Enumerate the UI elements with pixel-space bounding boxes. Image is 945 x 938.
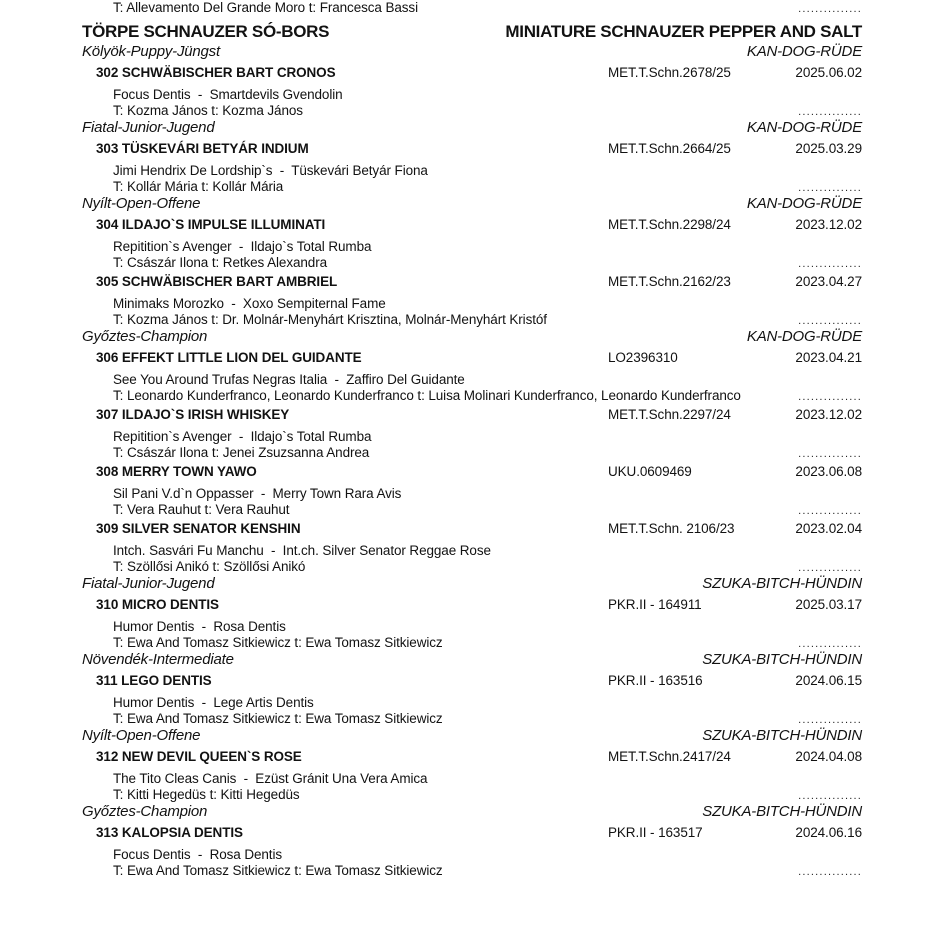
catalog-entry: [82, 274, 862, 327]
entry-number: 307: [96, 407, 119, 422]
entry-head-row: [96, 274, 862, 290]
entry-breeder-owner-row: [113, 863, 862, 879]
sex-label: KAN-DOG-RÜDE: [746, 119, 862, 136]
entry-list: [82, 673, 862, 726]
class-label: Fiatal-Junior-Jugend: [82, 119, 215, 136]
entry-head-row: [96, 521, 862, 537]
entry-breeder-owner: T: Kollár Mária t: Kollár Mária: [113, 178, 284, 194]
entry-birth-date: 2023.12.02: [795, 217, 862, 232]
signature-dots: ...............: [798, 257, 862, 270]
entry-parents: Sil Pani V.d`n Oppasser - Merry Town Rara Avis: [113, 486, 402, 501]
entry-parents: Repitition`s Avenger - Ildajo`s Total Rumba: [113, 239, 372, 254]
class-section: [82, 43, 862, 118]
entry-breeder-owner: T: Leonardo Kunderfranco, Leonardo Kunderfranco t: Luisa Molinari Kunderfranco, Leonardo Kunderfranco: [113, 387, 741, 403]
class-section: [82, 651, 862, 726]
previous-entry-tail: [113, 0, 862, 15]
signature-dots: ...............: [798, 713, 862, 726]
sex-label: SZUKA-BITCH-HÜNDIN: [702, 727, 862, 744]
signature-dots: ...............: [798, 447, 862, 460]
entry-registration: MET.T.Schn.2162/23: [608, 274, 731, 289]
class-header-row: [82, 43, 862, 61]
entry-name: ILDAJO`S IRISH WHISKEY: [121, 407, 290, 422]
entry-breeder-owner: T: Szöllősi Anikó t: Szöllősi Anikó: [113, 558, 306, 574]
catalog-entry: [82, 673, 862, 726]
entry-breeder-owner-row: [113, 255, 862, 271]
entry-name: EFFEKT LITTLE LION DEL GUIDANTE: [121, 350, 362, 365]
entry-name: MERRY TOWN YAWO: [121, 464, 257, 479]
entry-birth-date: 2023.04.21: [795, 350, 862, 365]
entry-number: 308: [96, 464, 119, 479]
entry-registration: PKR.II - 163517: [608, 825, 703, 840]
catalog-entry: [82, 464, 862, 517]
entry-registration: MET.T.Schn.2297/24: [608, 407, 731, 422]
sex-label: KAN-DOG-RÜDE: [746, 328, 862, 345]
entry-breeder-owner-row: [113, 445, 862, 461]
entry-head-row: [96, 217, 862, 233]
entry-name: MICRO DENTIS: [121, 597, 219, 612]
entry-list: [82, 825, 862, 878]
catalog-entry: [82, 825, 862, 878]
entry-registration: MET.T.Schn.2298/24: [608, 217, 731, 232]
breed-title-hungarian: TÖRPE SCHNAUZER SÓ-BORS: [82, 22, 330, 41]
entry-breeder-owner-row: [113, 711, 862, 727]
entry-birth-date: 2024.04.08: [795, 749, 862, 764]
entry-list: [82, 597, 862, 650]
sex-label: SZUKA-BITCH-HÜNDIN: [702, 575, 862, 592]
entry-birth-date: 2024.06.16: [795, 825, 862, 840]
entry-parents: Humor Dentis - Rosa Dentis: [113, 619, 286, 634]
entry-number: 306: [96, 350, 119, 365]
class-section: [82, 803, 862, 878]
breed-title-english: MINIATURE SCHNAUZER PEPPER AND SALT: [505, 22, 862, 41]
entry-number: 311: [96, 673, 118, 688]
class-header-row: [82, 727, 862, 745]
entry-list: [82, 217, 862, 327]
class-section: [82, 195, 862, 327]
entry-breeder-owner-row: [113, 103, 862, 119]
entry-name: KALOPSIA DENTIS: [121, 825, 243, 840]
entry-head-row: [96, 350, 862, 366]
catalog-entry: [82, 350, 862, 403]
class-section: [82, 575, 862, 650]
entry-breeder-owner: T: Ewa And Tomasz Sitkiewicz t: Ewa Tomasz Sitkiewicz: [113, 634, 443, 650]
entry-parents: Focus Dentis - Smartdevils Gvendolin: [113, 87, 343, 102]
signature-dots: ...............: [798, 3, 862, 15]
entry-breeder-owner-row: [113, 559, 862, 575]
class-label: Nyílt-Open-Offene: [82, 195, 201, 212]
entry-breeder-owner: T: Vera Rauhut t: Vera Rauhut: [113, 501, 290, 517]
sex-label: SZUKA-BITCH-HÜNDIN: [702, 651, 862, 668]
signature-dots: ...............: [798, 504, 862, 517]
entry-parents: The Tito Cleas Canis - Ezüst Gránit Una Vera Amica: [113, 771, 428, 786]
class-label: Kölyök-Puppy-Jüngst: [82, 43, 220, 60]
entry-parents: Intch. Sasvári Fu Manchu - Int.ch. Silver Senator Reggae Rose: [113, 543, 491, 558]
entry-list: [82, 141, 862, 194]
entry-breeder-owner: T: Ewa And Tomasz Sitkiewicz t: Ewa Tomasz Sitkiewicz: [113, 862, 443, 878]
class-label: Nyílt-Open-Offene: [82, 727, 201, 744]
entry-breeder-owner-row: [113, 388, 862, 404]
entry-name: SILVER SENATOR KENSHIN: [121, 521, 301, 536]
signature-dots: ...............: [798, 789, 862, 802]
entry-list: [82, 350, 862, 574]
entry-head-row: [96, 825, 862, 841]
entry-registration: LO2396310: [608, 350, 678, 365]
entry-breeder-owner: T: Császár Ilona t: Retkes Alexandra: [113, 254, 328, 270]
class-header-row: [82, 119, 862, 137]
entry-parents: Minimaks Morozko - Xoxo Sempiternal Fame: [113, 296, 386, 311]
entry-birth-date: 2025.03.17: [795, 597, 862, 612]
entry-registration: MET.T.Schn. 2106/23: [608, 521, 735, 536]
sex-label: SZUKA-BITCH-HÜNDIN: [702, 803, 862, 820]
entry-breeder-owner-row: [113, 502, 862, 518]
entry-breeder-owner-row: [113, 179, 862, 195]
entry-head-row: [96, 673, 862, 689]
entry-parents: See You Around Trufas Negras Italia - Zaffiro Del Guidante: [113, 372, 465, 387]
signature-dots: ...............: [798, 561, 862, 574]
signature-dots: ...............: [798, 865, 862, 878]
class-header-row: [82, 651, 862, 669]
signature-dots: ...............: [798, 390, 862, 403]
entry-parents: Repitition`s Avenger - Ildajo`s Total Rumba: [113, 429, 372, 444]
class-label: Győztes-Champion: [82, 803, 208, 820]
breed-header: [82, 21, 862, 42]
class-header-row: [82, 195, 862, 213]
entry-number: 305: [96, 274, 119, 289]
entry-parents: Focus Dentis - Rosa Dentis: [113, 847, 283, 862]
catalog-entry: [82, 749, 862, 802]
entry-name: SCHWÄBISCHER BART CRONOS: [121, 65, 336, 80]
entry-number: 312: [96, 749, 119, 764]
entry-head-row: [96, 749, 862, 765]
entry-number: 302: [96, 65, 119, 80]
catalog-entry: [82, 217, 862, 270]
sections: [82, 43, 862, 878]
entry-birth-date: 2023.04.27: [795, 274, 862, 289]
entry-birth-date: 2023.12.02: [795, 407, 862, 422]
entry-registration: MET.T.Schn.2678/25: [608, 65, 731, 80]
entry-parents: Humor Dentis - Lege Artis Dentis: [113, 695, 314, 710]
entry-number: 310: [96, 597, 119, 612]
signature-dots: ...............: [798, 181, 862, 194]
entry-breeder-owner: T: Kitti Hegedüs t: Kitti Hegedüs: [113, 786, 300, 802]
sex-label: KAN-DOG-RÜDE: [746, 43, 862, 60]
entry-name: LEGO DENTIS: [121, 673, 212, 688]
signature-dots: ...............: [798, 637, 862, 650]
entry-head-row: [96, 65, 862, 81]
class-section: [82, 119, 862, 194]
class-label: Győztes-Champion: [82, 328, 208, 345]
entry-birth-date: 2024.06.15: [795, 673, 862, 688]
catalog-entry: [82, 141, 862, 194]
previous-entry-breeder-owner: T: Allevamento Del Grande Moro t: Francesca Bassi: [113, 0, 418, 15]
entry-registration: MET.T.Schn.2417/24: [608, 749, 731, 764]
signature-dots: ...............: [798, 105, 862, 118]
entry-registration: PKR.II - 163516: [608, 673, 703, 688]
entry-breeder-owner: T: Császár Ilona t: Jenei Zsuzsanna Andrea: [113, 444, 370, 460]
entry-breeder-owner-row: [113, 787, 862, 803]
entry-breeder-owner-row: [113, 312, 862, 328]
entry-registration: PKR.II - 164911: [608, 597, 702, 612]
class-section: [82, 727, 862, 802]
entry-breeder-owner: T: Kozma János t: Dr. Molnár-Menyhárt Krisztina, Molnár-Menyhárt Kristóf: [113, 311, 547, 327]
entry-name: SCHWÄBISCHER BART AMBRIEL: [121, 274, 338, 289]
entry-breeder-owner: T: Kozma János t: Kozma János: [113, 102, 303, 118]
catalog-entry: [82, 407, 862, 460]
entry-parents: Jimi Hendrix De Lordship`s - Tüskevári Betyár Fiona: [113, 163, 428, 178]
entry-number: 309: [96, 521, 119, 536]
catalog-entry: [82, 597, 862, 650]
class-header-row: [82, 803, 862, 821]
class-label: Fiatal-Junior-Jugend: [82, 575, 215, 592]
entry-birth-date: 2025.06.02: [795, 65, 862, 80]
entry-head-row: [96, 407, 862, 423]
entry-name: NEW DEVIL QUEEN`S ROSE: [121, 749, 302, 764]
entry-breeder-owner: T: Ewa And Tomasz Sitkiewicz t: Ewa Tomasz Sitkiewicz: [113, 710, 443, 726]
entry-head-row: [96, 141, 862, 157]
catalog-entry: [82, 521, 862, 574]
entry-head-row: [96, 464, 862, 480]
entry-list: [82, 65, 862, 118]
signature-dots: ...............: [798, 314, 862, 327]
entry-list: [82, 749, 862, 802]
entry-head-row: [96, 597, 862, 613]
catalog-entry: [82, 65, 862, 118]
entry-birth-date: 2025.03.29: [795, 141, 862, 156]
entry-name: ILDAJO`S IMPULSE ILLUMINATI: [121, 217, 326, 232]
entry-registration: MET.T.Schn.2664/25: [608, 141, 731, 156]
entry-number: 304: [96, 217, 119, 232]
class-header-row: [82, 328, 862, 346]
entry-breeder-owner-row: [113, 635, 862, 651]
entry-name: TÜSKEVÁRI BETYÁR INDIUM: [121, 141, 309, 156]
class-label: Növendék-Intermediate: [82, 651, 234, 668]
entry-number: 313: [96, 825, 119, 840]
entry-number: 303: [96, 141, 119, 156]
sex-label: KAN-DOG-RÜDE: [746, 195, 862, 212]
entry-registration: UKU.0609469: [608, 464, 692, 479]
entry-birth-date: 2023.06.08: [795, 464, 862, 479]
class-section: [82, 328, 862, 574]
entry-birth-date: 2023.02.04: [795, 521, 862, 536]
class-header-row: [82, 575, 862, 593]
